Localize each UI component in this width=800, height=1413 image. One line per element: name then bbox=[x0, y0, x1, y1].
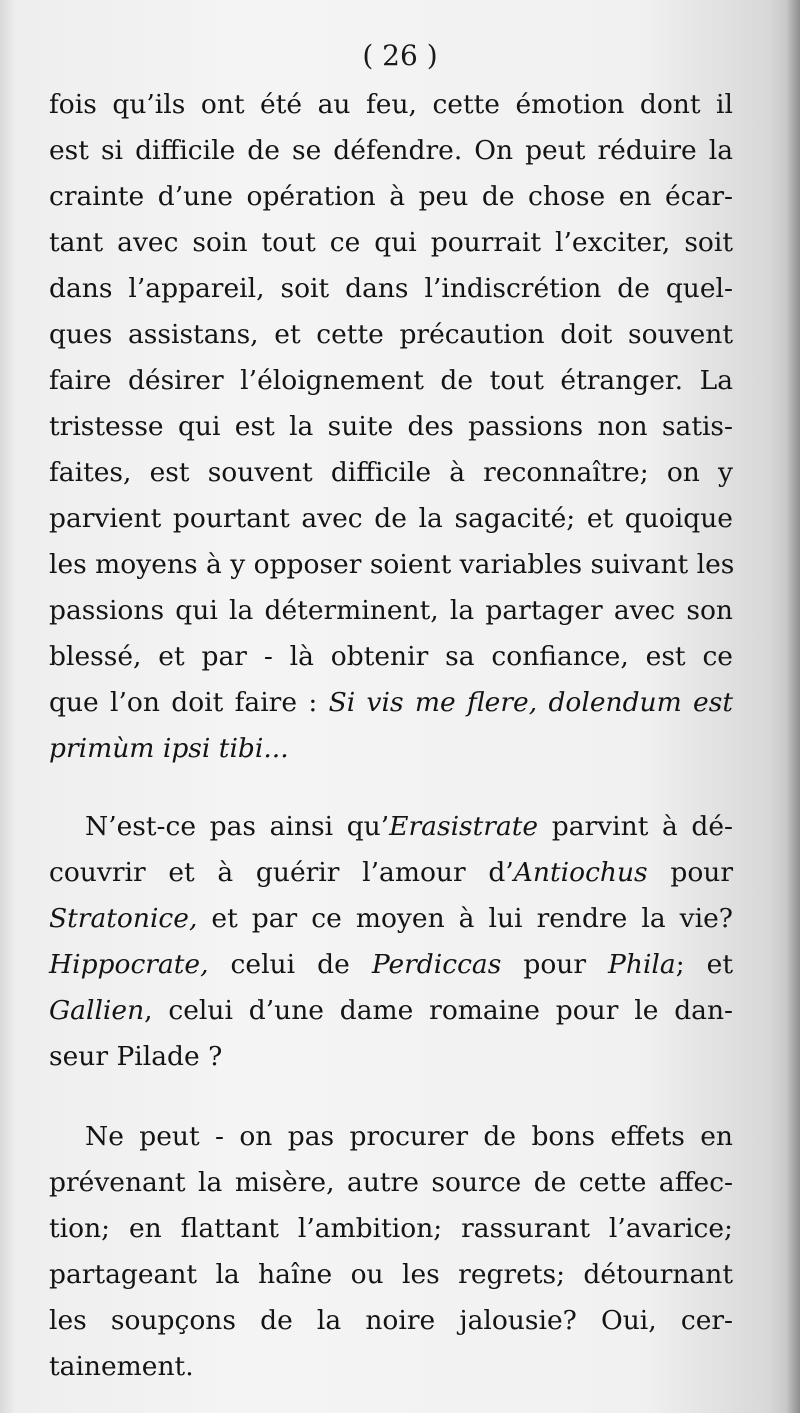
text-line bbox=[49, 496, 733, 542]
text-line bbox=[49, 266, 733, 312]
text-run: parvient pourtant avec de la sagacité; et quoique bbox=[49, 503, 733, 534]
text-line bbox=[49, 542, 733, 588]
latin-quote: Si vis me flere, dolendum est bbox=[328, 687, 733, 718]
proper-name: Antiochus bbox=[513, 857, 648, 888]
text-line bbox=[49, 358, 733, 404]
proper-name: Phila bbox=[608, 949, 676, 980]
paragraph-3 bbox=[49, 1114, 733, 1390]
text-line bbox=[49, 680, 733, 726]
text-run: celui de bbox=[208, 949, 372, 980]
proper-name: Stratonice, bbox=[49, 903, 198, 934]
proper-name: Hippocrate, bbox=[49, 949, 209, 980]
text-line bbox=[49, 804, 733, 850]
text-run: passions qui la déterminent, la partager avec son bbox=[49, 595, 733, 626]
text-line bbox=[49, 174, 733, 220]
text-line bbox=[49, 1160, 733, 1206]
text-line bbox=[49, 450, 733, 496]
text-run: ; et bbox=[675, 949, 733, 980]
proper-name: Erasistrate bbox=[389, 811, 539, 842]
text-run: prévenant la misère, autre source de cette affec- bbox=[49, 1167, 733, 1198]
page-number: ( 26 ) bbox=[362, 39, 438, 72]
text-run: tristesse qui est la suite des passions non satis- bbox=[49, 411, 733, 442]
text-run: parvint à dé- bbox=[538, 811, 734, 842]
text-run: ques assistans, et cette précaution doit souvent bbox=[49, 319, 733, 350]
text-run: faire désirer l’éloignement de tout étranger. La bbox=[49, 365, 733, 396]
text-run: et par ce moyen à lui rendre la vie? bbox=[197, 903, 733, 934]
text-run: , celui d’une dame romaine pour le dan- bbox=[144, 995, 733, 1026]
latin-quote: primùm ipsi tibi... bbox=[49, 733, 289, 764]
text-run: couvrir et à guérir l’amour d’ bbox=[49, 857, 514, 888]
text-run: seur Pilade ? bbox=[49, 1041, 223, 1072]
text-run: N’est-ce pas ainsi qu’ bbox=[85, 811, 390, 842]
text-run: partageant la haîne ou les regrets; détournant bbox=[49, 1259, 733, 1290]
text-line bbox=[49, 896, 733, 942]
text-run: dans l’appareil, soit dans l’indiscrétion de quel- bbox=[49, 273, 733, 304]
text-run: Ne peut - on pas procurer de bons effets en bbox=[85, 1121, 733, 1152]
text-run: tainement. bbox=[49, 1351, 194, 1382]
text-line bbox=[49, 634, 733, 680]
text-line bbox=[49, 220, 733, 266]
proper-name: Perdiccas bbox=[371, 949, 502, 980]
text-line bbox=[49, 726, 733, 772]
text-run: les soupçons de la noire jalousie? Oui, cer- bbox=[49, 1305, 733, 1336]
text-run: les moyens à y opposer soient variables suivant les bbox=[49, 549, 735, 580]
page-edge-shadow bbox=[786, 0, 800, 1413]
text-run: pour bbox=[501, 949, 609, 980]
text-run: tion; en flattant l’ambition; rassurant l’avarice; bbox=[49, 1213, 733, 1244]
text-line bbox=[49, 1114, 733, 1160]
text-run: est si difficile de se défendre. On peut réduire la bbox=[49, 135, 733, 166]
text-run: fois qu’ils ont été au feu, cette émotion dont il bbox=[49, 89, 733, 120]
text-line bbox=[49, 312, 733, 358]
text-run: tant avec soin tout ce qui pourrait l’exciter, soit bbox=[49, 227, 733, 258]
text-run: crainte d’une opération à peu de chose en écar- bbox=[49, 181, 733, 212]
text-line bbox=[49, 1344, 733, 1390]
text-line bbox=[49, 128, 733, 174]
text-line bbox=[49, 588, 733, 634]
text-line bbox=[49, 850, 733, 896]
text-line bbox=[49, 1252, 733, 1298]
text-line bbox=[49, 404, 733, 450]
text-run: pour bbox=[647, 857, 734, 888]
proper-name: Gallien bbox=[49, 995, 145, 1026]
text-line bbox=[49, 942, 733, 988]
text-run: blessé, et par - là obtenir sa confiance, est ce bbox=[49, 641, 733, 672]
paragraph-1 bbox=[49, 82, 733, 772]
text-run: que l’on doit faire : bbox=[49, 687, 329, 718]
text-line bbox=[49, 988, 733, 1034]
text-line bbox=[49, 1298, 733, 1344]
text-line bbox=[49, 1034, 733, 1080]
text-line bbox=[49, 82, 733, 128]
paragraph-2 bbox=[49, 804, 733, 1080]
text-line bbox=[49, 1206, 733, 1252]
text-run: faites, est souvent difficile à reconnaître; on y bbox=[49, 457, 733, 488]
